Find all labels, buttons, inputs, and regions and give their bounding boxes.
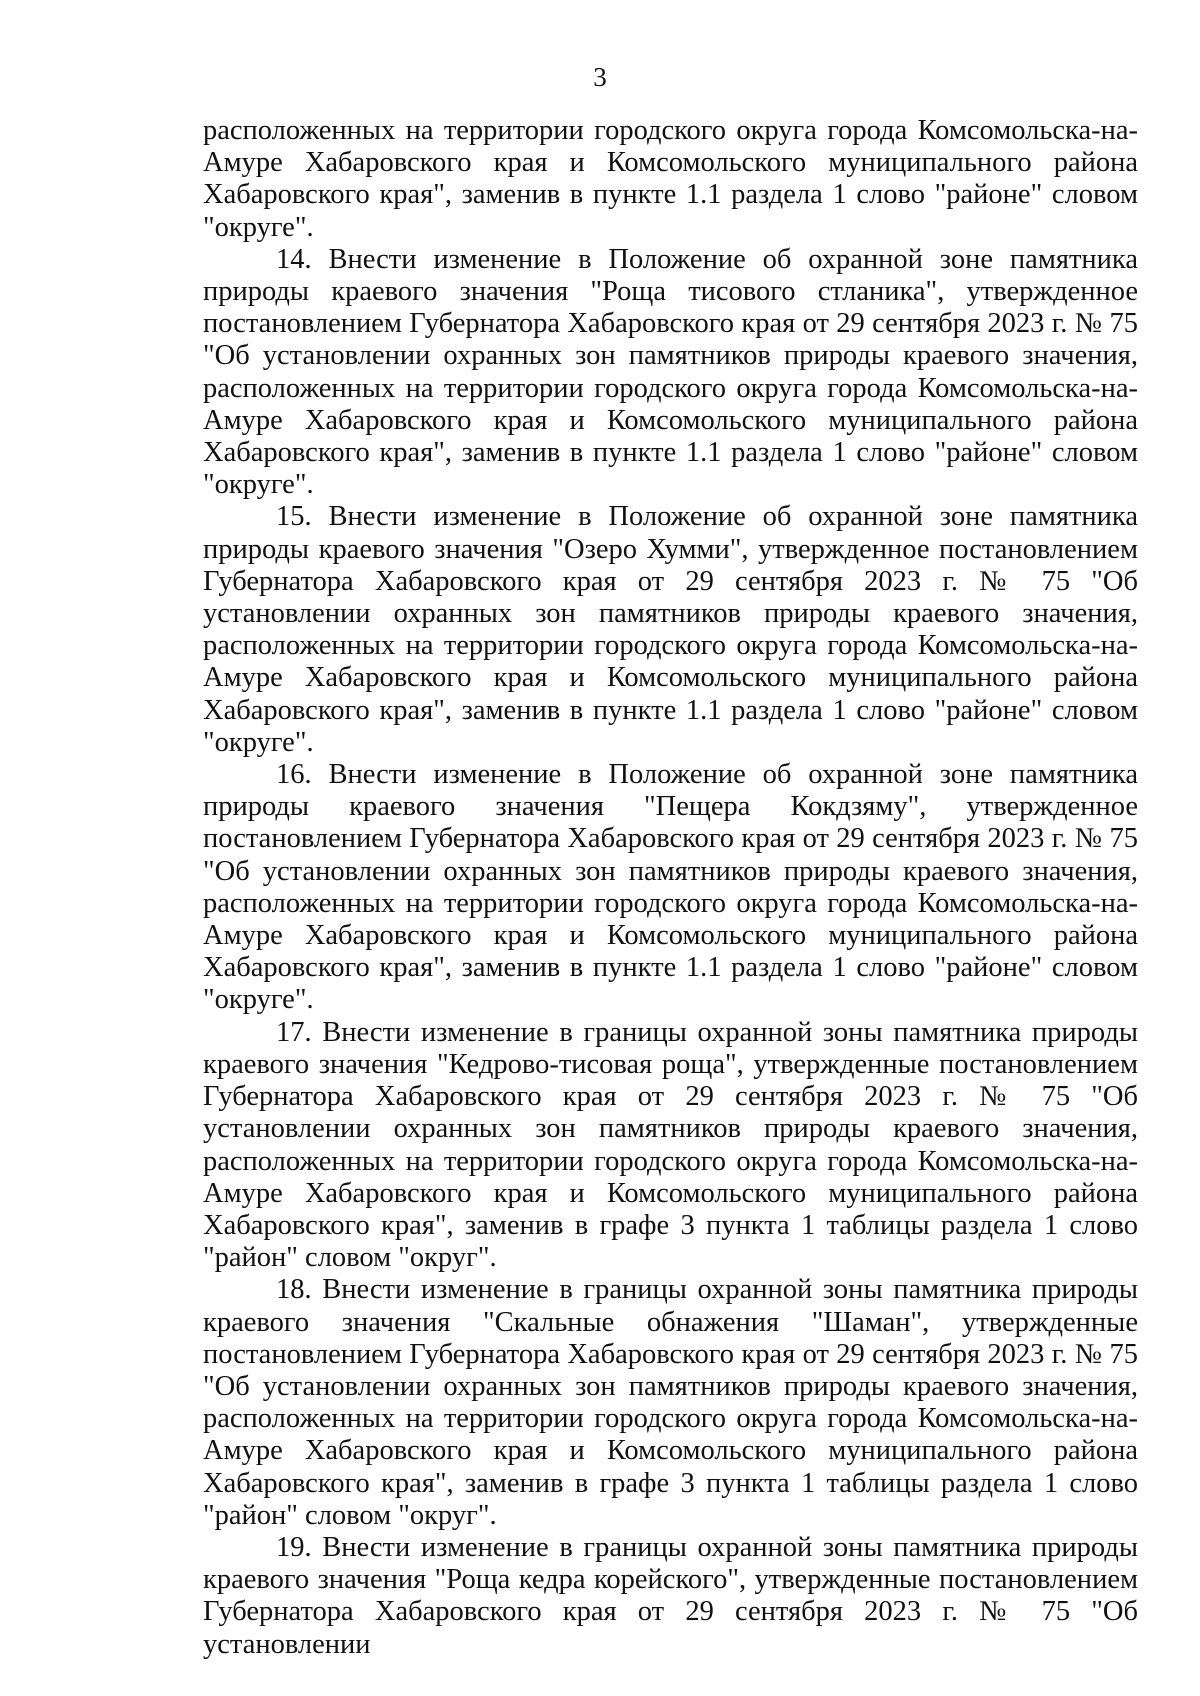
paragraph-17: 17. Внести изменение в границы охранной зоны памятника природы краевого значения "Кедрово-тисовая роща", утвержденные постановлением Губернатора Хабаровского края от 29 сентября 2023 г. № 75 "Об установлении охранных зон памятников природы краевого значения, расположенных на территории городского округа города Комсомольска-на-Амуре Хабаровского края и Комсомольского муниципального района Хабаровского края", заменив в графе 3 пункта 1 таблицы раздела 1 слово "район" словом "округ".: [203, 1016, 1138, 1274]
paragraph-15: 15. Внести изменение в Положение об охранной зоне памятника природы краевого значения "Озеро Хумми", утвержденное постановлением Губернатора Хабаровского края от 29 сентября 2023 г. № 75 "Об установлении охранных зон памятников природы краевого значения, расположенных на территории городского округа города Комсомольска-на-Амуре Хабаровского края и Комсомольского муниципального района Хабаровского края", заменив в пункте 1.1 раздела 1 слово "районе" словом "округе".: [203, 501, 1138, 758]
paragraph-19: 19. Внести изменение в границы охранной зоны памятника природы краевого значения "Роща кедра корейского", утвержденные постановлением Губернатора Хабаровского края от 29 сентября 2023 г. № 75 "Об установлении: [203, 1531, 1138, 1660]
paragraph-14: 14. Внести изменение в Положение об охранной зоне памятника природы краевого значения "Роща тисового стланика", утвержденное постановлением Губернатора Хабаровского края от 29 сентября 2023 г. № 75 "Об установлении охранных зон памятников природы краевого значения, расположенных на территории городского округа города Комсомольска-на-Амуре Хабаровского края и Комсомольского муниципального района Хабаровского края", заменив в пункте 1.1 раздела 1 слово "районе" словом "округе".: [203, 243, 1138, 501]
paragraph-13-continuation: расположенных на территории городского округа города Комсомольска-на-Амуре Хабаровского края и Комсомольского муниципального района Хабаровского края", заменив в пункте 1.1 раздела 1 слово "районе" словом "округе".: [203, 115, 1138, 243]
document-body: [203, 115, 1138, 1661]
paragraph-18: 18. Внести изменение в границы охранной зоны памятника природы краевого значения "Скальные обнажения "Шаман", утвержденные постановлением Губернатора Хабаровского края от 29 сентября 2023 г. № 75 "Об установлении охранных зон памятников природы краевого значения, расположенных на территории городского округа города Комсомольска-на-Амуре Хабаровского края и Комсомольского муниципального района Хабаровского края", заменив в графе 3 пункта 1 таблицы раздела 1 слово "район" словом "округ".: [203, 1274, 1138, 1531]
paragraph-16: 16. Внести изменение в Положение об охранной зоне памятника природы краевого значения "Пещера Кокдзяму", утвержденное постановлением Губернатора Хабаровского края от 29 сентября 2023 г. № 75 "Об установлении охранных зон памятников природы краевого значения, расположенных на территории городского округа города Комсомольска-на-Амуре Хабаровского края и Комсомольского муниципального района Хабаровского края", заменив в пункте 1.1 раздела 1 слово "районе" словом "округе".: [203, 759, 1138, 1016]
page-number: 3: [593, 62, 607, 92]
